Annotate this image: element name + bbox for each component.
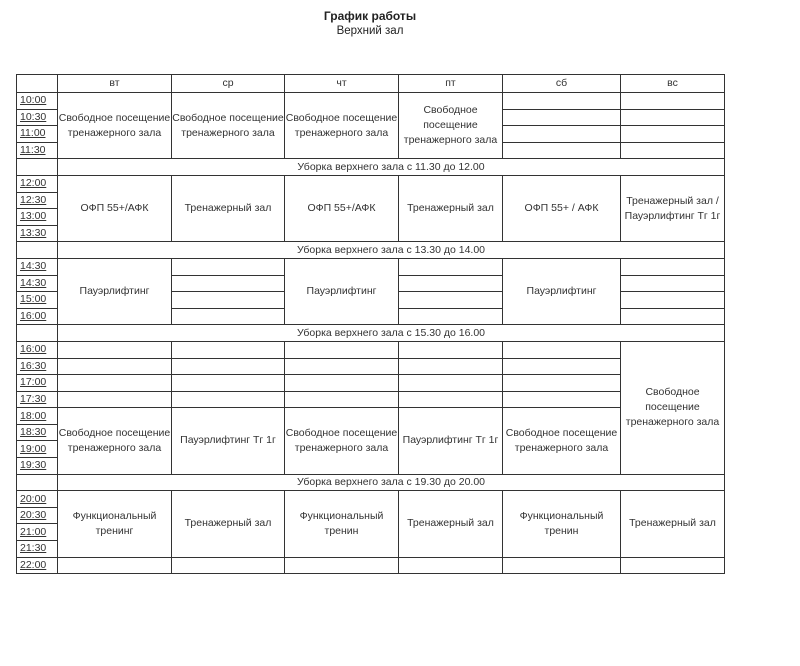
time-cell [17, 375, 58, 392]
time-label: 11:30 [20, 144, 46, 157]
empty-cell [172, 308, 285, 325]
activity-cell: Тренажерный зал [172, 491, 285, 557]
schedule-row [17, 408, 725, 425]
empty-cell [399, 275, 503, 292]
empty-cell [621, 258, 725, 275]
time-cell [17, 541, 58, 558]
time-label: 22:00 [20, 558, 47, 571]
schedule-table [16, 74, 725, 574]
activity-cell: Тренажерный зал [399, 491, 503, 557]
time-cell [17, 142, 58, 159]
empty-cell [503, 93, 621, 110]
empty-cell [621, 109, 725, 126]
time-label: 21:00 [20, 525, 47, 538]
time-cell [17, 292, 58, 309]
time-label: 13:30 [20, 227, 47, 240]
time-cell [17, 275, 58, 292]
empty-cell [172, 358, 285, 375]
cleaning-row [17, 242, 725, 259]
activity-cell: Свободное посещение тренажерного зала [621, 341, 725, 474]
time-label: 21:30 [20, 542, 47, 555]
time-cell [17, 109, 58, 126]
time-cell-empty [17, 325, 58, 342]
empty-cell [285, 375, 399, 392]
header-row [17, 75, 725, 93]
empty-cell [399, 557, 503, 574]
day-header: вс [621, 75, 725, 93]
schedule-row [17, 391, 725, 408]
empty-cell [621, 93, 725, 110]
time-cell [17, 308, 58, 325]
cleaning-row [17, 159, 725, 176]
empty-cell [503, 358, 621, 375]
time-cell [17, 458, 58, 475]
cleaning-note: Уборка верхнего зала с 11.30 до 12.00 [58, 159, 725, 176]
empty-cell [172, 258, 285, 275]
empty-cell [58, 341, 172, 358]
time-label: 17:30 [20, 392, 47, 405]
time-label: 12:30 [20, 193, 47, 206]
day-header: пт [399, 75, 503, 93]
day-header: сб [503, 75, 621, 93]
cleaning-note: Уборка верхнего зала с 19.30 до 20.00 [58, 474, 725, 491]
cleaning-note: Уборка верхнего зала с 15.30 до 16.00 [58, 325, 725, 342]
empty-cell [172, 375, 285, 392]
time-cell [17, 341, 58, 358]
time-cell [17, 209, 58, 226]
time-cell [17, 175, 58, 192]
activity-cell: Тренажерный зал /Пауэрлифтинг Тг 1г [621, 175, 725, 241]
schedule-row [17, 258, 725, 275]
cleaning-row [17, 474, 725, 491]
empty-cell [503, 557, 621, 574]
cleaning-note: Уборка верхнего зала с 13.30 до 14.00 [58, 242, 725, 259]
activity-cell: ОФП 55+ / АФК [503, 175, 621, 241]
time-cell-empty [17, 474, 58, 491]
schedule-row [17, 375, 725, 392]
empty-cell [285, 557, 399, 574]
time-cell [17, 93, 58, 110]
time-cell [17, 557, 58, 574]
empty-cell [503, 109, 621, 126]
empty-cell [621, 557, 725, 574]
activity-cell: Свободное посещение тренажерного зала [58, 93, 172, 159]
empty-cell [399, 358, 503, 375]
time-label: 11:00 [20, 127, 46, 140]
activity-cell: Функциональный тренин [503, 491, 621, 557]
time-cell [17, 358, 58, 375]
page-title: График работы [323, 9, 417, 23]
time-label: 19:30 [20, 459, 47, 472]
day-header: вт [58, 75, 172, 93]
schedule-row [17, 491, 725, 508]
activity-cell: Свободное посещение тренажерного зала [285, 93, 399, 159]
empty-cell [58, 557, 172, 574]
time-label: 18:00 [20, 409, 47, 422]
day-header: чт [285, 75, 399, 93]
activity-cell: Тренажерный зал [399, 175, 503, 241]
time-label: 16:30 [20, 359, 47, 372]
activity-cell: Свободное посещение тренажерного зала [58, 408, 172, 474]
empty-cell [621, 292, 725, 309]
time-cell [17, 258, 58, 275]
activity-cell: Пауэрлифтинг Тг 1г [172, 408, 285, 474]
activity-cell: Пауэрлифтинг Тг 1г [399, 408, 503, 474]
empty-cell [399, 391, 503, 408]
activity-cell: Тренажерный зал [621, 491, 725, 557]
time-label: 19:00 [20, 442, 47, 455]
activity-cell: Свободное посещение тренажерного зала [172, 93, 285, 159]
time-cell [17, 441, 58, 458]
time-cell [17, 391, 58, 408]
activity-cell: Пауэрлифтинг [285, 258, 399, 324]
day-header: ср [172, 75, 285, 93]
time-cell [17, 491, 58, 508]
activity-cell: Свободное посещение тренажерного зала [503, 408, 621, 474]
empty-cell [285, 391, 399, 408]
time-cell [17, 524, 58, 541]
schedule-row [17, 93, 725, 110]
empty-cell [399, 258, 503, 275]
time-label: 18:30 [20, 426, 47, 439]
activity-cell: ОФП 55+/АФК [58, 175, 172, 241]
time-label: 16:00 [20, 343, 47, 356]
empty-cell [621, 142, 725, 159]
activity-cell: Функциональный тренин [285, 491, 399, 557]
activity-cell: Функциональный тренинг [58, 491, 172, 557]
empty-cell [58, 358, 172, 375]
time-cell [17, 408, 58, 425]
time-label: 17:00 [20, 376, 47, 389]
empty-cell [172, 341, 285, 358]
time-cell [17, 126, 58, 143]
empty-cell [399, 308, 503, 325]
time-label: 10:00 [20, 94, 47, 107]
time-label: 13:00 [20, 210, 47, 223]
schedule-row [17, 341, 725, 358]
empty-cell [503, 391, 621, 408]
empty-cell [172, 275, 285, 292]
time-label: 20:00 [20, 492, 47, 505]
time-label: 14:30 [20, 260, 47, 273]
empty-cell [285, 341, 399, 358]
empty-cell [399, 292, 503, 309]
empty-cell [621, 275, 725, 292]
activity-cell: Свободное посещение тренажерного зала [399, 93, 503, 159]
empty-cell [399, 341, 503, 358]
time-cell [17, 192, 58, 209]
empty-cell [503, 341, 621, 358]
activity-cell: Пауэрлифтинг [58, 258, 172, 324]
empty-cell [58, 375, 172, 392]
empty-cell [172, 557, 285, 574]
empty-cell [399, 375, 503, 392]
time-cell [17, 424, 58, 441]
time-cell-empty [17, 242, 58, 259]
empty-cell [285, 358, 399, 375]
empty-cell [503, 142, 621, 159]
activity-cell: ОФП 55+/АФК [285, 175, 399, 241]
empty-cell [621, 126, 725, 143]
empty-cell [58, 391, 172, 408]
empty-cell [621, 308, 725, 325]
cleaning-row [17, 325, 725, 342]
time-cell [17, 225, 58, 242]
empty-cell [503, 375, 621, 392]
time-cell-empty [17, 159, 58, 176]
time-label: 10:30 [20, 110, 47, 123]
time-label: 14:30 [20, 276, 47, 289]
empty-cell [172, 292, 285, 309]
schedule-row [17, 175, 725, 192]
time-cell [17, 507, 58, 524]
empty-cell [172, 391, 285, 408]
time-label: 15:00 [20, 293, 47, 306]
empty-cell [503, 126, 621, 143]
page-subtitle: Верхний зал [336, 25, 404, 37]
activity-cell: Тренажерный зал [172, 175, 285, 241]
schedule-row [17, 358, 725, 375]
schedule-row [17, 557, 725, 574]
time-label: 12:00 [20, 177, 47, 190]
time-label: 20:30 [20, 509, 47, 522]
activity-cell: Пауэрлифтинг [503, 258, 621, 324]
activity-cell: Свободное посещение тренажерного зала [285, 408, 399, 474]
corner-cell [17, 75, 58, 93]
time-label: 16:00 [20, 310, 47, 323]
